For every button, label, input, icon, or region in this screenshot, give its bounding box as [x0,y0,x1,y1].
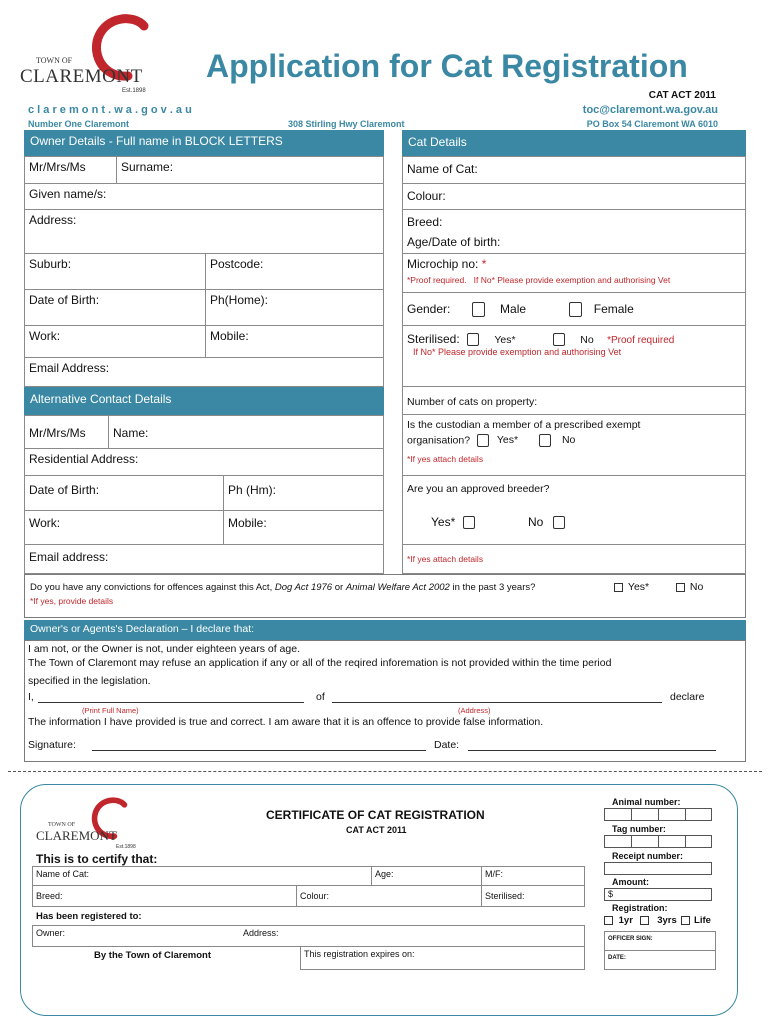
alt-dob-cell[interactable] [24,475,224,511]
convictions-yes-label: Yes* [627,581,650,593]
alt-name-cell[interactable] [108,415,384,449]
declaration-line1: I am not, or the Owner is not, under eighteen years of age. [28,643,300,655]
sterilised-no-checkbox[interactable] [553,333,565,346]
reg-1yr-label: 1yr [618,915,633,926]
cat-breed-age-cell[interactable] [402,209,746,254]
breeder-no-checkbox[interactable] [553,516,565,529]
officer-date-cell[interactable] [604,950,716,970]
proof-note: *Proof required. [407,275,467,285]
declaration-i: I, [28,691,34,703]
print-name-caption: (Print Full Name) [82,706,139,715]
owner-suburb-label: Suburb: [29,257,72,271]
owner-mobile-label: Mobile: [210,329,249,343]
declaration-line4: The information I have provided is true and correct. I am aware that it is an offence to provide false information. [28,716,544,728]
owner-section-header: Owner Details - Full name in BLOCK LETTERS [24,130,384,156]
cert-mf-label: M/F: [485,869,503,879]
owner-mobile-cell[interactable] [205,325,384,358]
registration-label: Registration: [612,903,668,913]
town-logo [18,12,150,104]
cat-name-cell[interactable] [402,156,746,184]
cert-logo-name: CLAREMONT [36,828,117,843]
registration-options [604,915,711,926]
logo-town-of: TOWN OF [36,56,73,65]
alt-residential-cell[interactable] [24,448,384,476]
amount-label: Amount: [612,877,649,887]
convictions-question [30,582,535,593]
receipt-number-box[interactable] [604,862,712,875]
declaration-declare: declare [670,691,705,703]
cat-act: CAT ACT 2011 [648,90,716,101]
officer-sign-cell[interactable] [604,931,716,951]
registered-to-label: Has been registered to: [36,911,142,922]
microchip-label: Microchip no: [407,257,479,271]
male-checkbox[interactable] [472,302,485,317]
owner-phhome-label: Ph(Home): [210,293,269,307]
declaration-line3: specified in the legislation. [28,675,151,687]
female-checkbox[interactable] [569,302,582,317]
proof-required-note: *Proof required [607,335,675,346]
owner-dob-label: Date of Birth: [29,293,100,307]
owner-given-cell[interactable] [24,183,384,210]
declaration-header: Owner's or Agents's Declaration – I declare that: [24,620,746,640]
cert-breed-label: Breed: [36,891,63,901]
alt-ph-label: Ph (Hm): [228,483,276,497]
cert-mf-cell [481,866,585,886]
cat-name-label: Name of Cat: [407,162,478,176]
custodian-attach-note: *If yes attach details [407,454,484,464]
street-address: 308 Stirling Hwy Claremont [288,119,405,129]
cert-logo-est: Est.1898 [116,844,136,850]
breeder-yes-label: Yes* [431,515,456,529]
owner-phhome-cell[interactable] [205,289,384,326]
animal-number-boxes[interactable] [604,808,712,821]
declaration-line2: The Town of Claremont may refuse an application if any or all of the reqired inforemation is not provided within the time period [28,657,612,669]
cert-owner-cell [32,925,585,947]
reg-1yr-checkbox[interactable] [604,916,613,925]
cat-breed-label: Breed: [407,215,443,229]
custodian-question: Is the custodian a member of a prescribed exempt [407,419,641,431]
convictions-no-label: No [689,581,704,593]
alt-email-cell[interactable] [24,544,384,574]
page-title: Application for Cat Registration [206,48,688,84]
certificate-title: CERTIFICATE OF CAT REGISTRATION [266,808,485,822]
alt-ph-cell[interactable] [223,475,384,511]
sterilised-yes-label: Yes* [494,334,516,346]
by-town-label: By the Town of Claremont [94,950,211,961]
custodian-yes-checkbox[interactable] [477,434,489,447]
cert-address-label: Address: [243,928,279,938]
logo-est: Est.1898 [122,88,146,94]
reg-life-label: Life [694,915,711,926]
sterilised-yes-checkbox[interactable] [467,333,479,346]
owner-postcode-cell[interactable] [205,253,384,290]
cat-colour-label: Colour: [407,189,446,203]
email-link[interactable]: toc@claremont.wa.gov.au [582,104,718,116]
date-line[interactable] [468,750,716,751]
owner-dob-cell[interactable] [24,289,206,326]
cert-colour-label: Colour: [300,891,330,901]
officer-date-label: DATE: [608,955,626,961]
print-name-line[interactable] [38,702,304,703]
owner-title-label: Mr/Mrs/Ms [29,160,86,174]
owner-address-cell[interactable] [24,209,384,254]
sterilised-cell [402,325,746,387]
alt-work-cell[interactable] [24,510,224,545]
dog-act: Dog Act 1976 [274,582,333,593]
convictions-q-start: Do you have any convictions for offences against this Act, [30,582,275,593]
amount-dollar: $ [608,889,614,899]
declaration-of: of [316,691,325,703]
cert-owner-label: Owner: [36,928,66,938]
alt-mobile-cell[interactable] [223,510,384,545]
owner-surname-label: Surname: [121,160,174,174]
convictions-q-end: in the past 3 years? [449,582,536,593]
date-label: Date: [434,739,460,751]
gender-label: Gender: [407,302,451,316]
owner-surname-cell[interactable] [116,156,384,184]
microchip-star: * [481,257,487,271]
website-link[interactable]: c l a r e m o n t . w a . g o v . a u [28,104,192,116]
alt-name-label: Name: [113,426,149,440]
owner-work-label: Work: [29,329,61,343]
cat-age-label: Age/Date of birth: [407,235,501,249]
owner-work-cell[interactable] [24,325,206,358]
cert-colour-cell [296,885,482,907]
cat-section-header: Cat Details [402,130,746,156]
certify-text: This is to certify that: [36,852,158,866]
convictions-yes-checkbox[interactable] [614,583,623,592]
sterilised-exemption-note: If No* Please provide exemption and authorising Vet [413,347,622,358]
custodian-no-label: No [561,434,576,447]
signature-label: Signature: [28,739,76,751]
convictions-no-checkbox[interactable] [676,583,685,592]
animal-number-label: Animal number: [612,797,681,807]
sterilised-label: Sterilised: [407,332,460,346]
cut-line [8,771,762,772]
alt-dob-label: Date of Birth: [29,483,100,497]
owner-address-label: Address: [29,213,77,227]
cert-expires-label: This registration expires on: [304,949,415,959]
certificate-act: CAT ACT 2011 [346,825,407,835]
female-label: Female [593,302,634,316]
custodian-question-2: organisation? [407,434,471,447]
custodian-no-checkbox[interactable] [539,434,551,447]
gender-cell [402,292,746,326]
owner-email-cell[interactable] [24,357,384,387]
signature-line[interactable] [92,750,426,751]
alt-title-label: Mr/Mrs/Ms [29,426,86,440]
tag-number-label: Tag number: [612,824,666,834]
owner-title-cell[interactable] [24,156,117,184]
custodian-cell [402,414,746,476]
cert-age-label: Age: [375,869,394,879]
male-label: Male [500,302,527,316]
custodian-yes-label: Yes* [496,434,519,447]
proof-if-no-note: If No* Please provide exemption and authorising Vet [473,275,671,285]
cert-name-label: Name of Cat: [36,869,90,879]
alt-work-label: Work: [29,516,61,530]
alt-mobile-label: Mobile: [228,516,267,530]
cat-colour-cell[interactable] [402,183,746,210]
address-line[interactable] [332,702,662,703]
breeder-no-label: No [527,515,544,529]
cert-breed-cell [32,885,297,907]
amount-box[interactable] [604,888,712,901]
tag-number-boxes[interactable] [604,835,712,848]
breeder-yes-checkbox[interactable] [463,516,475,529]
cert-expires-cell [300,946,585,970]
microchip-cell[interactable] [402,253,746,293]
address-caption: (Address) [458,706,491,715]
owner-suburb-cell[interactable] [24,253,206,290]
cert-sterilised-cell [481,885,585,907]
owner-postcode-label: Postcode: [210,257,264,271]
alt-title-cell[interactable] [24,415,109,449]
cert-age-cell [371,866,482,886]
num-cats-cell[interactable] [402,386,746,415]
breeder-attach-cell [402,544,746,574]
breeder-attach-note: *If yes attach details [407,554,484,564]
certificate-logo [36,796,140,856]
convictions-or: or [332,582,346,593]
owner-given-label: Given name/s: [29,187,107,201]
alt-section-header: Alternative Contact Details [24,387,384,415]
cert-name-cell [32,866,372,886]
reg-3yrs-checkbox[interactable] [640,916,649,925]
cert-logo-town-of: TOWN OF [48,822,76,828]
number-one: Number One Claremont [28,119,130,129]
sterilised-no-label: No [580,334,594,346]
owner-email-label: Email Address: [29,361,110,375]
reg-3yrs-label: 3yrs [657,915,677,926]
convictions-note: *If yes, provide details [30,596,114,606]
po-box: PO Box 54 Claremont WA 6010 [586,119,718,129]
reg-life-checkbox[interactable] [681,916,690,925]
breeder-cell [402,475,746,545]
alt-email-label: Email address: [29,550,109,564]
breeder-question: Are you an approved breeder? [407,483,550,495]
logo-name: CLAREMONT [20,66,143,87]
welfare-act: Animal Welfare Act 2002 [345,582,450,593]
alt-residential-label: Residential Address: [29,452,139,466]
officer-sign-label: OFFICER SIGN: [608,936,653,942]
receipt-number-label: Receipt number: [612,851,684,861]
num-cats-label: Number of cats on property: [407,396,538,408]
cert-sterilised-label: Sterilised: [485,891,525,901]
